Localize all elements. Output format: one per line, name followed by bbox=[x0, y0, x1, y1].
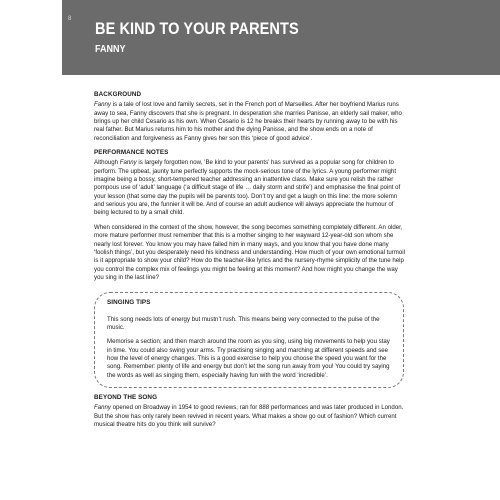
performance-paragraph-2: When considered in the context of the show, however, the song becomes something completely different. An older, more mature performer must remember that this is a mother singing to her wayward 12-year-old son whom she nearly lost forever. You know you may have failed him in many ways, and you know that you have done many ‘foolish things’, but you desperately need his kindness and understanding. How much of your own emotional turmoil is it appropriate to show your child? How do the teacher-like lyrics and the nursery-rhyme simplicity of the tune help you control the complex mix of feelings you might be feeling at this moment? And how might you change the way you sing in the last line? bbox=[94, 223, 405, 281]
singing-tips-box bbox=[94, 292, 404, 388]
tips-heading: SINGING TIPS bbox=[107, 299, 151, 307]
background-paragraph: Fanny is a tale of lost love and family secrets, set in the French port of Marseilles. After her boyfriend Marius runs away to sea, Fanny discovers that she is pregnant. In desperation she marries Panisse, an elderly sail maker, who brings up her child Cesario as his own. When Cesario is 12 he breaks their hearts by running away to be with his real father. But Marius returns him to his mother and the dying Panisse, and the show ends on a note of reconciliation and forgiveness as Fanny gives her son this ‘piece of good advice’. bbox=[94, 101, 402, 142]
page-title: BE KIND TO YOUR PARENTS bbox=[95, 20, 299, 38]
performance-paragraph-1: Although Fanny is largely forgotten now, ‘Be kind to your parents’ has survived as a popular song for children to perform. The upbeat, jaunty tune perfectly supports the mock-serious tone of the lyrics. A young performer might imagine being a bossy, short-tempered teacher addressing an inattentive class. Make sure you relish the rather pompous use of ‘adult’ language (‘a difficult stage of life … daily storm and strife’) and emphasise the final point of your lesson (that some day the pupils will be parents too). Don’t try and get a laugh on this line: the more solemn and serious you are, the funnier it will be. And of course an adult audience will always appreciate the humour of being lectured to by a small child. bbox=[94, 159, 401, 217]
show-title: Fanny bbox=[94, 101, 111, 109]
beyond-heading: BEYOND THE SONG bbox=[94, 393, 158, 401]
performance-heading: PERFORMANCE NOTES bbox=[94, 149, 169, 157]
show-title: Fanny bbox=[94, 404, 111, 412]
page-number: 8 bbox=[68, 16, 72, 22]
page-subtitle: FANNY bbox=[95, 44, 126, 55]
tips-paragraph-1: This song needs lots of energy but mustn’t rush. This means being very connected to the pulse of the music. bbox=[107, 315, 380, 331]
show-title: Fanny bbox=[119, 159, 137, 167]
beyond-paragraph: Fanny opened on Broadway in 1954 to good reviews, ran for 888 performances and was later produced in London. But the show has only rarely been revived in recent years. What makes a show go out of fashion? Which current musical theatre hits do you think will survive? bbox=[94, 404, 404, 428]
main-content bbox=[94, 91, 406, 429]
tips-paragraph-2: Memorise a section; and then march around the room as you sing, using big movements to help you stay in time. You could also swing your arms. Try practising singing and marching at different speeds and see how the level of energy changes. This is a good exercise to help you choose the speed you want for the song. Remember: plenty of life and energy but don’t let the song run away from you! You could try saying the words as well as singing them, especially having fun with the word ‘incredible’. bbox=[107, 338, 390, 379]
background-heading: BACKGROUND bbox=[94, 91, 142, 98]
